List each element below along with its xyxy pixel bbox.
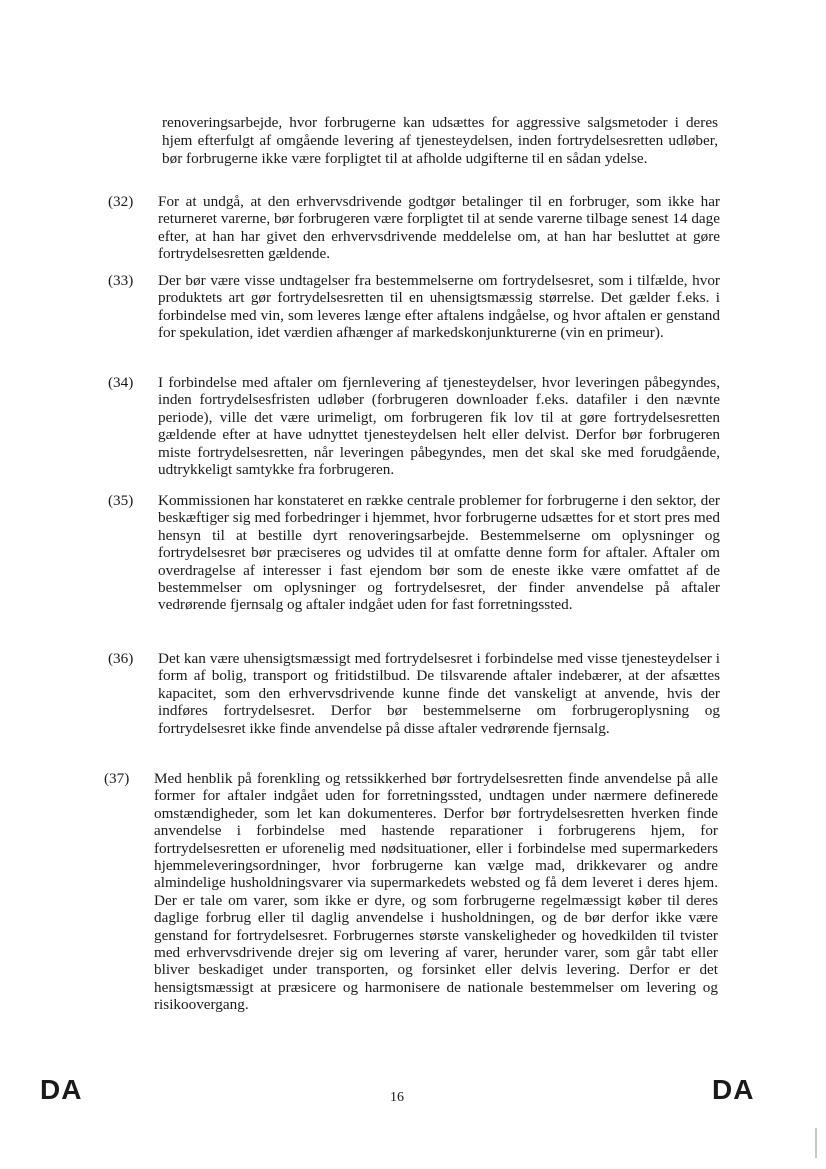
page-number: 16 xyxy=(390,1090,404,1105)
recital-36 xyxy=(108,650,720,737)
recital-number: (33) xyxy=(108,272,134,289)
recital-number: (32) xyxy=(108,193,134,210)
scan-edge-mark xyxy=(815,1128,817,1158)
recital-text: I forbindelse med aftaler om fjernlevering af tjenesteydelser, hvor leveringen påbegyndes, inden fortrydelsesfristen udløber (forbrugeren downloader f.eks. datafiler i den nævnte periode), ville det være urimeligt, om forbrugeren fik lov til at gøre fortrydelsesretten gældende efter at have udnyttet tjenesteydelsen helt eller delvist. Derfor bør forbrugeren miste fortrydelsesretten, når leveringen påbegyndes, men det skal ske med forudgående, udtrykkeligt samtykke fra forbrugeren. xyxy=(158,374,720,479)
recital-number: (35) xyxy=(108,492,134,509)
recital-34 xyxy=(108,374,720,478)
recital-33 xyxy=(108,272,720,342)
recital-continuation: renoveringsarbejde, hvor forbrugerne kan udsættes for aggressive salgsmetoder i deres hjem efterfulgt af omgående levering af tjenesteydelsen, inden fortrydelsesretten udløber, bør forbrugerne ikke være forpligtet til at afholde udgifterne til en sådan ydelse. xyxy=(162,114,718,167)
recital-37 xyxy=(104,770,718,1014)
recital-35 xyxy=(108,492,720,614)
recital-text: Kommissionen har konstateret en række centrale problemer for forbrugerne i den sektor, der beskæftiger sig med forbedringer i hjemmet, hvor forbrugerne udsættes for et stort pres med hensyn til at bestille dyrt renoveringsarbejde. Bestemmelserne om oplysninger og fortrydelsesret bør præciseres og udvides til at omfatte denne form for aftaler. Aftaler om overdragelse af interesser i fast ejendom bør som de eneste ikke være omfattet af de bestemmelser om oplysninger og fortrydelsesret, der finder anvendelse på aftaler vedrørende fjernsalg og aftaler indgået uden for fast forretningssted. xyxy=(158,492,720,614)
recital-text: Der bør være visse undtagelser fra bestemmelserne om fortrydelsesret, som i tilfælde, hvor produktets art gør fortrydelsesretten til en uhensigtsmæssig størrelse. Det gælder f.eks. i forbindelse med vin, som leveres længe efter aftalens indgåelse, og hvor aftalen er genstand for spekulation, idet værdien afhænger af markedskonjunkturerne (vin en primeur). xyxy=(158,272,720,342)
recital-text: Det kan være uhensigtsmæssigt med fortrydelsesret i forbindelse med visse tjenesteydelser i form af bolig, transport og fritidstilbud. De tilsvarende aftaler indebærer, at der afsættes kapacitet, som den erhvervsdrivende kunne finde det vanskeligt at anvende, hvis der indføres fortrydelsesret. Derfor bør bestemmelserne om forbrugeroplysning og fortrydelsesret ikke finde anvendelse på disse aftaler vedrørende fjernsalg. xyxy=(158,650,720,737)
recital-number: (36) xyxy=(108,650,134,667)
language-code-right: DA xyxy=(712,1074,755,1105)
recital-number: (37) xyxy=(104,770,130,787)
recital-text: Med henblik på forenkling og retssikkerhed bør fortrydelsesretten finde anvendelse på alle former for aftaler indgået uden for forretningssted, undtagen under nærmere definerede omstændigheder, som let kan dokumenteres. Derfor bør fortrydelsesretten hverken finde anvendelse i forbindelse med hastende reparationer i forbrugerens hjem, for fortrydelsesretten er uforenelig med nødsituationer, eller i forbindelse med supermarkeders hjemmeleveringsordninger, hvor forbrugerne kan vælge mad, drikkevarer og andre almindelige husholdningsvarer via supermarkedets websted og få dem leveret i deres hjem. Der er tale om varer, som ikke er dyre, og som forbrugerne regelmæssigt køber til deres daglige forbrug eller til daglig anvendelse i husholdningen, og de bør derfor ikke være genstand for fortrydelsesret. Forbrugernes største vanskeligheder og hovedkilden til tvister med erhvervsdrivende drejer sig om levering af varer, herunder varer, som går tabt eller bliver beskadiget under transporten, og forsinket eller delvis levering. Derfor er det hensigtsmæssigt at præsicere og harmonisere de nationale bestemmelser om levering og risikoovergang. xyxy=(154,770,718,1014)
language-code-left: DA xyxy=(40,1074,83,1105)
recital-number: (34) xyxy=(108,374,134,391)
recital-32 xyxy=(108,193,720,263)
recital-text: For at undgå, at den erhvervsdrivende godtgør betalinger til en forbruger, som ikke har returneret varerne, bør forbrugeren være forpligtet til at sende varerne tilbage senest 14 dage efter, at han har givet den erhvervsdrivende meddelelse om, at han har besluttet at gøre fortrydelsesretten gældende. xyxy=(158,193,720,263)
